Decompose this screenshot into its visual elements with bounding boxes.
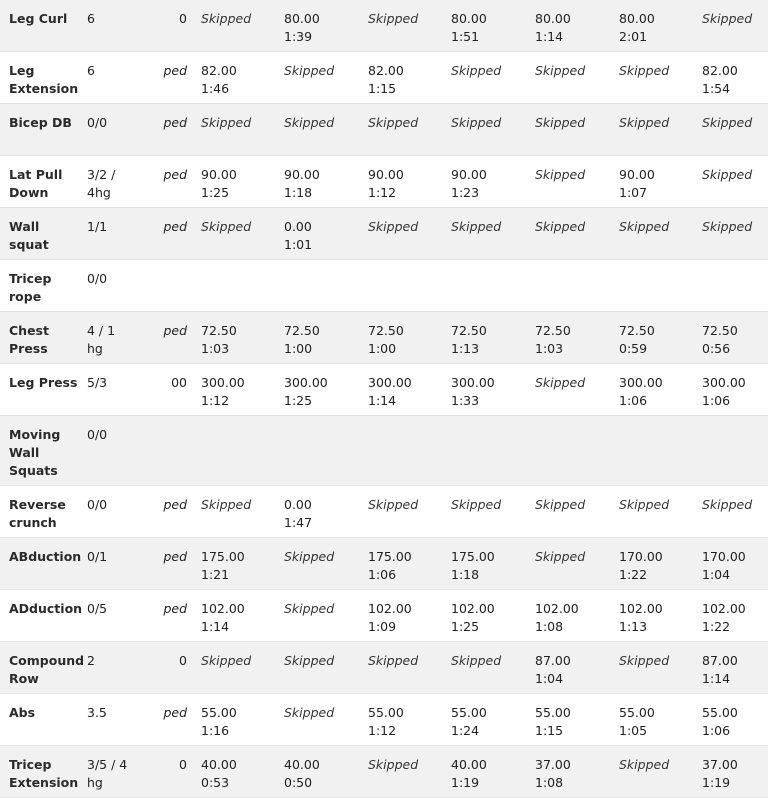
skipped-cell: Skipped (368, 11, 419, 26)
session-cell: 102.00 1:09 (368, 601, 412, 634)
skipped-cell: Skipped (619, 757, 670, 772)
truncated-cell (143, 374, 187, 392)
skipped-cell: Skipped (535, 63, 586, 78)
session-cell: 82.00 1:46 (201, 63, 237, 96)
skipped-cell: Skipped (368, 653, 419, 668)
truncated-cell-text: ped (163, 63, 187, 78)
session-cell: 37.00 1:19 (702, 757, 738, 790)
skipped-cell: Skipped (619, 63, 670, 78)
target-cell: 0/0 (87, 271, 108, 286)
session-cell: 80.00 1:51 (451, 11, 487, 44)
session-cell: 82.00 1:54 (702, 63, 738, 96)
truncated-cell (143, 652, 187, 670)
table-row[interactable] (0, 486, 768, 538)
truncated-cell-text: 0 (179, 653, 187, 668)
session-cell: 300.00 1:06 (619, 375, 663, 408)
session-cell: 300.00 1:14 (368, 375, 412, 408)
target-cell: 0/5 (87, 601, 108, 616)
exercise-name: Moving Wall Squats (9, 427, 61, 478)
skipped-cell: Skipped (368, 497, 419, 512)
table-row[interactable] (0, 312, 768, 364)
skipped-cell: Skipped (702, 167, 753, 182)
target-cell: 0/0 (87, 497, 108, 512)
session-cell: 102.00 1:08 (535, 601, 579, 634)
skipped-cell: Skipped (535, 167, 586, 182)
exercise-name: Tricep Extension (9, 757, 79, 790)
truncated-cell-text: ped (163, 705, 187, 720)
skipped-cell: Skipped (535, 497, 586, 512)
session-cell: 80.00 1:14 (535, 11, 571, 44)
session-cell: 72.50 1:03 (535, 323, 571, 356)
skipped-cell: Skipped (535, 115, 586, 130)
session-cell: 102.00 1:14 (201, 601, 245, 634)
skipped-cell: Skipped (451, 497, 502, 512)
truncated-cell-text: ped (163, 167, 187, 182)
session-cell: 40.00 1:19 (451, 757, 487, 790)
session-cell: 102.00 1:13 (619, 601, 663, 634)
skipped-cell: Skipped (201, 219, 252, 234)
session-cell: 170.00 1:04 (702, 549, 746, 582)
session-cell: 87.00 1:14 (702, 653, 738, 686)
skipped-cell: Skipped (702, 219, 753, 234)
target-cell: 5/3 (87, 375, 108, 390)
session-cell: 102.00 1:25 (451, 601, 495, 634)
target-cell: 3.5 (87, 705, 107, 720)
session-cell: 300.00 1:06 (702, 375, 746, 408)
session-cell: 55.00 1:15 (535, 705, 571, 738)
skipped-cell: Skipped (535, 375, 586, 390)
exercise-name: ADduction (9, 601, 83, 616)
skipped-cell: Skipped (368, 757, 419, 772)
truncated-cell (143, 322, 187, 340)
session-cell: 55.00 1:24 (451, 705, 487, 738)
session-cell: 102.00 1:22 (702, 601, 746, 634)
truncated-cell (143, 166, 187, 184)
session-cell: 87.00 1:04 (535, 653, 571, 686)
skipped-cell: Skipped (201, 653, 252, 668)
table-row[interactable] (0, 0, 768, 52)
skipped-cell: Skipped (284, 601, 335, 616)
skipped-cell: Skipped (451, 219, 502, 234)
session-cell: 55.00 1:05 (619, 705, 655, 738)
skipped-cell: Skipped (702, 115, 753, 130)
truncated-cell (143, 62, 187, 80)
session-cell: 300.00 1:12 (201, 375, 245, 408)
session-cell: 72.50 1:13 (451, 323, 487, 356)
skipped-cell: Skipped (368, 115, 419, 130)
table-row[interactable] (0, 52, 768, 104)
session-cell: 90.00 1:25 (201, 167, 237, 200)
truncated-cell-text: ped (163, 601, 187, 616)
skipped-cell: Skipped (368, 219, 419, 234)
exercise-name: Abs (9, 705, 36, 720)
skipped-cell: Skipped (201, 11, 252, 26)
session-cell: 37.00 1:08 (535, 757, 571, 790)
skipped-cell: Skipped (201, 115, 252, 130)
session-cell: 175.00 1:21 (201, 549, 245, 582)
target-cell: 3/2 / 4hg (87, 167, 116, 200)
exercise-name: Reverse crunch (9, 497, 66, 530)
target-cell: 0/1 (87, 549, 108, 564)
session-cell: 55.00 1:06 (702, 705, 738, 738)
session-cell: 300.00 1:25 (284, 375, 328, 408)
session-cell: 90.00 1:07 (619, 167, 655, 200)
skipped-cell: Skipped (451, 115, 502, 130)
truncated-cell (143, 704, 187, 722)
exercise-name: ABduction (9, 549, 82, 564)
session-cell: 175.00 1:06 (368, 549, 412, 582)
skipped-cell: Skipped (619, 497, 670, 512)
skipped-cell: Skipped (619, 653, 670, 668)
truncated-cell-text: ped (163, 323, 187, 338)
truncated-cell (143, 114, 187, 132)
table-row[interactable] (0, 364, 768, 416)
session-cell: 72.50 1:03 (201, 323, 237, 356)
session-cell: 80.00 1:39 (284, 11, 320, 44)
session-cell: 72.50 0:56 (702, 323, 738, 356)
skipped-cell: Skipped (284, 63, 335, 78)
session-cell: 90.00 1:23 (451, 167, 487, 200)
table-row[interactable] (0, 538, 768, 590)
table-row[interactable] (0, 642, 768, 694)
skipped-cell: Skipped (284, 115, 335, 130)
truncated-cell-text: 0 (179, 11, 187, 26)
skipped-cell: Skipped (284, 653, 335, 668)
target-cell: 6 (87, 63, 95, 78)
truncated-cell (143, 218, 187, 236)
exercise-name: Chest Press (9, 323, 49, 356)
session-cell: 55.00 1:12 (368, 705, 404, 738)
session-cell: 170.00 1:22 (619, 549, 663, 582)
truncated-cell-text: ped (163, 549, 187, 564)
truncated-cell (143, 756, 187, 774)
exercise-name: Leg Curl (9, 11, 68, 26)
skipped-cell: Skipped (201, 497, 252, 512)
target-cell: 0/0 (87, 115, 108, 130)
truncated-cell-text: 0 (179, 757, 187, 772)
target-cell: 2 (87, 653, 95, 668)
truncated-cell-text: ped (163, 219, 187, 234)
exercise-name: Compound Row (9, 653, 85, 686)
session-cell: 90.00 1:12 (368, 167, 404, 200)
table-row[interactable] (0, 260, 768, 312)
table-row[interactable] (0, 208, 768, 260)
table-row[interactable] (0, 104, 768, 156)
session-cell: 55.00 1:16 (201, 705, 237, 738)
skipped-cell: Skipped (284, 705, 335, 720)
truncated-cell (143, 600, 187, 618)
table-row[interactable] (0, 746, 768, 798)
session-cell: 0.00 1:47 (284, 497, 313, 530)
session-cell: 72.50 0:59 (619, 323, 655, 356)
exercise-name: Leg Extension (9, 63, 79, 96)
table-row[interactable] (0, 156, 768, 208)
target-cell: 0/0 (87, 427, 108, 442)
session-cell: 300.00 1:33 (451, 375, 495, 408)
table-row[interactable] (0, 694, 768, 746)
target-cell: 4 / 1 hg (87, 323, 116, 356)
skipped-cell: Skipped (619, 219, 670, 234)
skipped-cell: Skipped (451, 653, 502, 668)
exercise-name: Lat Pull Down (9, 167, 63, 200)
truncated-cell (143, 496, 187, 514)
target-cell: 3/5 / 4 hg (87, 757, 128, 790)
session-cell: 80.00 2:01 (619, 11, 655, 44)
skipped-cell: Skipped (619, 115, 670, 130)
session-cell: 40.00 0:53 (201, 757, 237, 790)
skipped-cell: Skipped (535, 549, 586, 564)
skipped-cell: Skipped (535, 219, 586, 234)
truncated-cell-text: 00 (171, 375, 187, 390)
session-cell: 0.00 1:01 (284, 219, 313, 252)
session-cell: 40.00 0:50 (284, 757, 320, 790)
truncated-cell-text: ped (163, 115, 187, 130)
table-row[interactable] (0, 590, 768, 642)
session-cell: 175.00 1:18 (451, 549, 495, 582)
truncated-cell (143, 548, 187, 566)
skipped-cell: Skipped (702, 497, 753, 512)
truncated-cell (143, 10, 187, 28)
target-cell: 6 (87, 11, 95, 26)
truncated-cell-text: ped (163, 497, 187, 512)
exercise-name: Bicep DB (9, 115, 72, 130)
skipped-cell: Skipped (702, 11, 753, 26)
session-cell: 72.50 1:00 (284, 323, 320, 356)
skipped-cell: Skipped (284, 549, 335, 564)
session-cell: 72.50 1:00 (368, 323, 404, 356)
exercise-name: Leg Press (9, 375, 78, 390)
exercise-name: Wall squat (9, 219, 49, 252)
target-cell: 1/1 (87, 219, 108, 234)
exercise-name: Tricep rope (9, 271, 52, 304)
session-cell: 82.00 1:15 (368, 63, 404, 96)
session-cell: 90.00 1:18 (284, 167, 320, 200)
skipped-cell: Skipped (451, 63, 502, 78)
table-row[interactable] (0, 416, 768, 486)
